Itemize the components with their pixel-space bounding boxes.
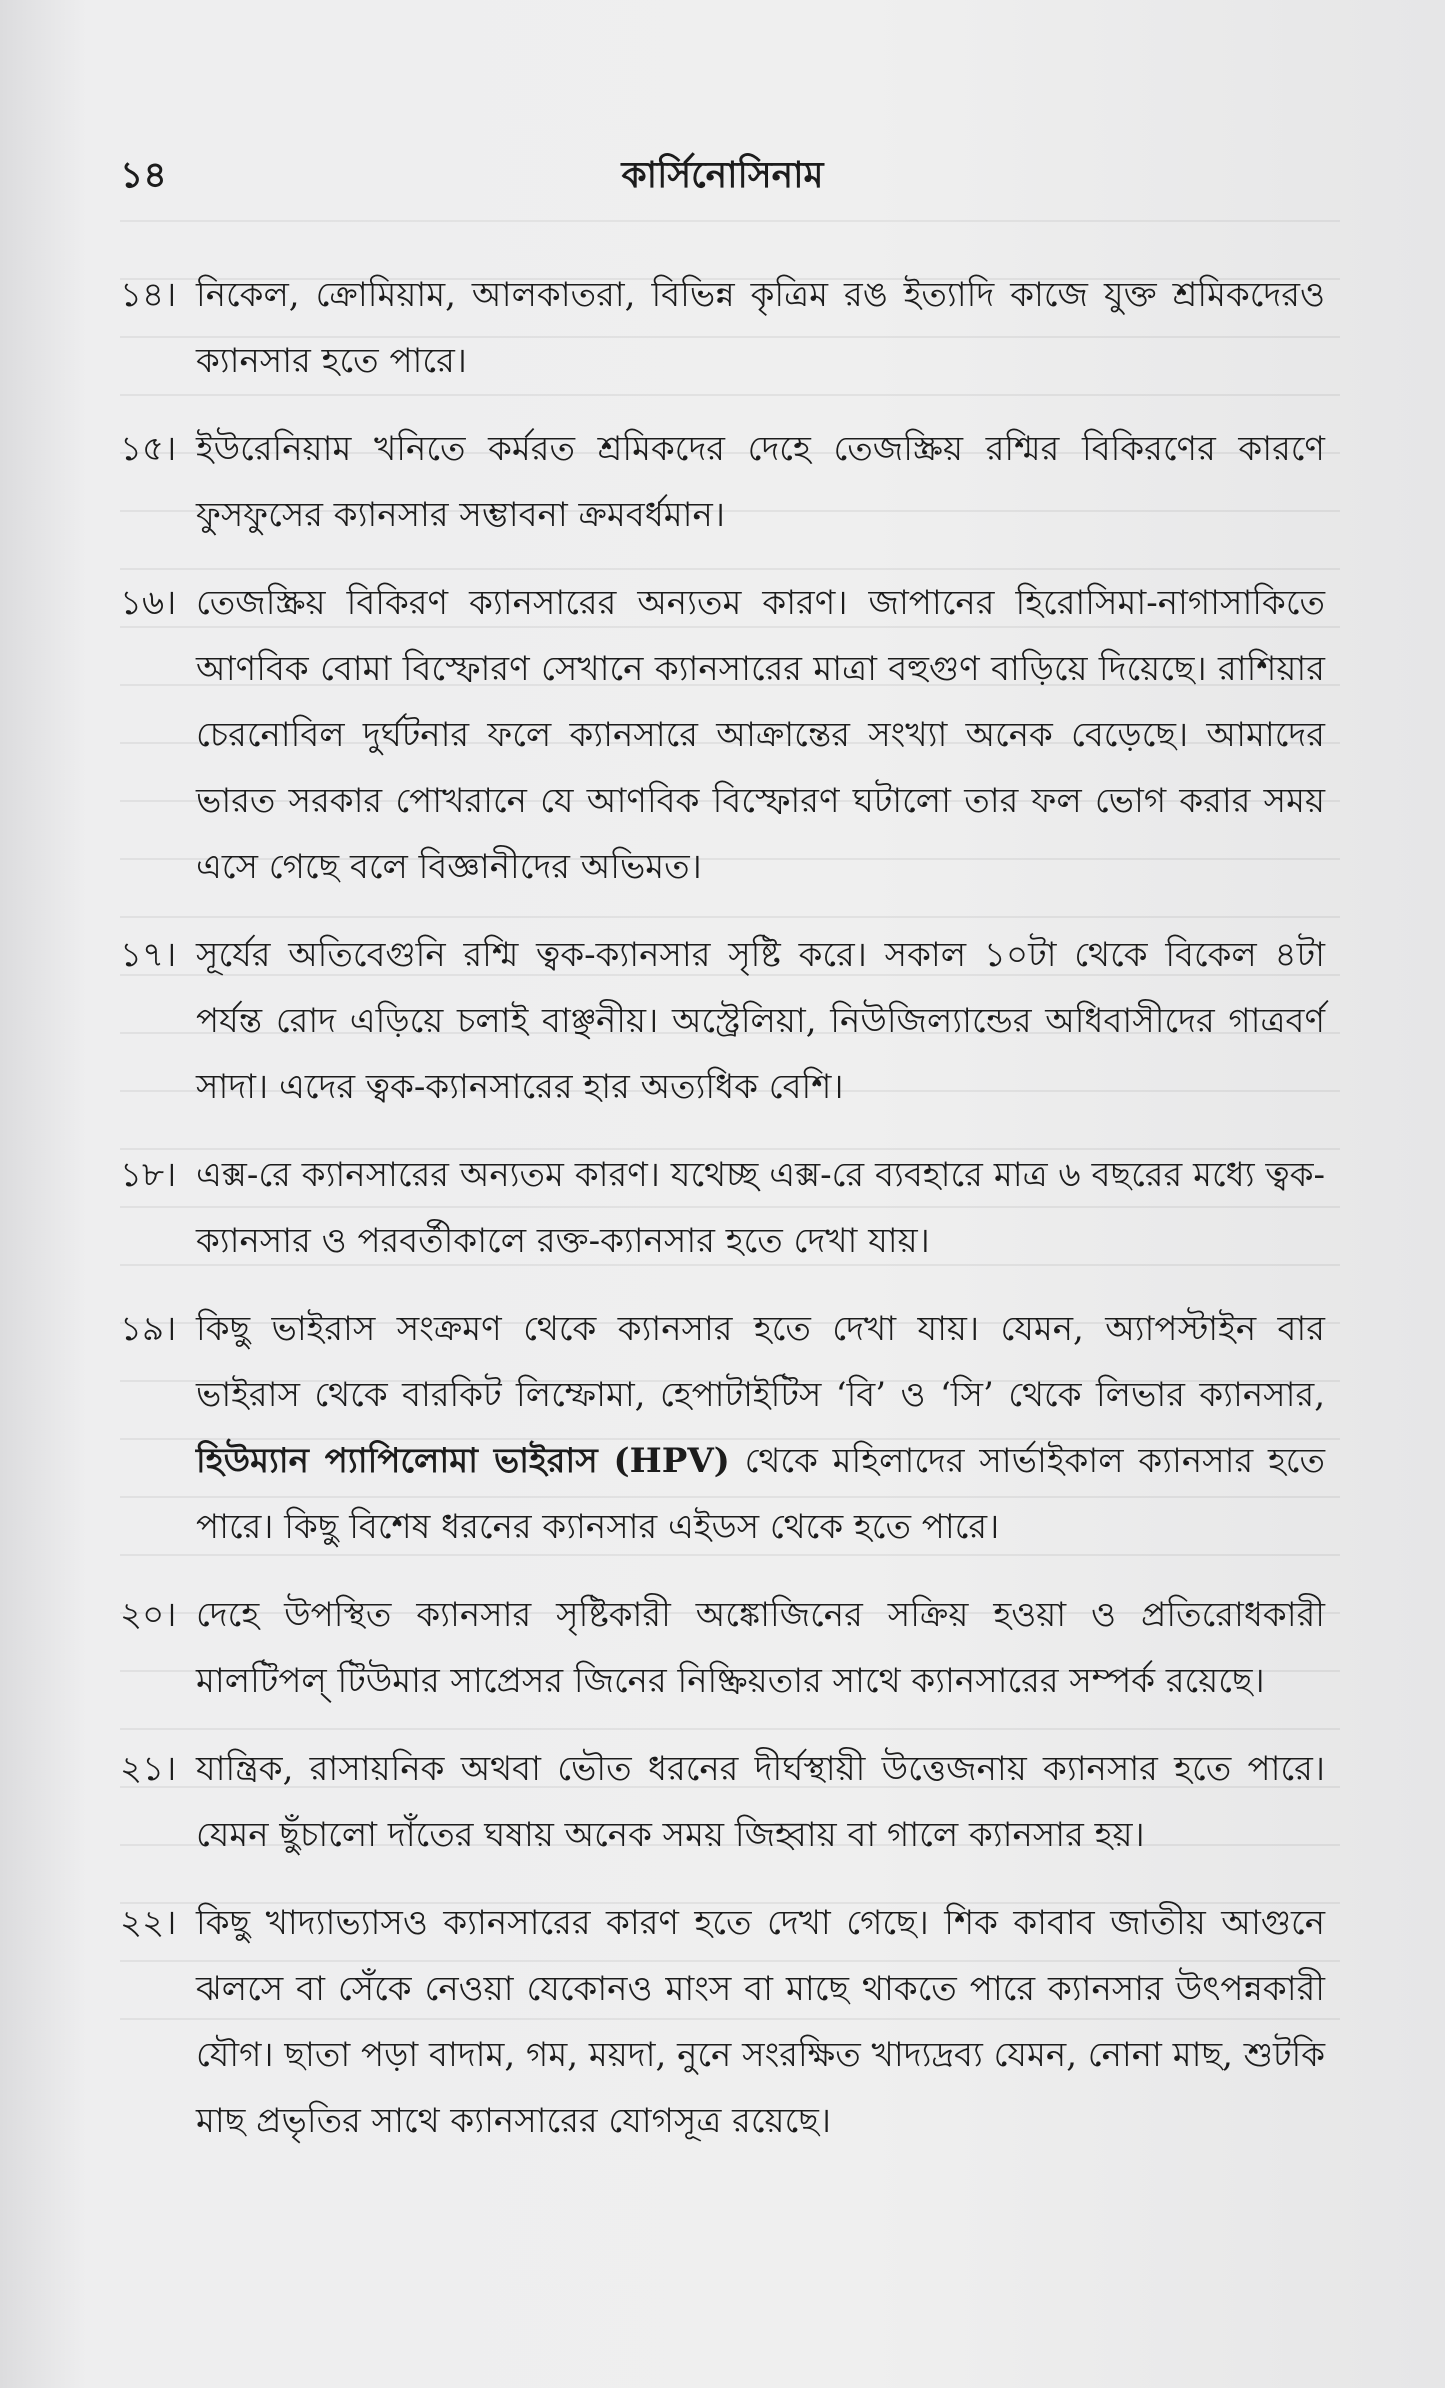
item-number: ১৯।	[120, 1309, 177, 1349]
numbered-list	[120, 262, 1325, 2176]
item-text: দেহে উপস্থিত ক্যানসার সৃষ্টিকারী অঙ্কোজিনের সক্রিয় হওয়া ও প্রতিরোধকারী মালটিপল্ টিউমার সাপ্রেসর জিনের নিষ্ক্রিয়তার সাথে ক্যানসারের সম্পর্ক রয়েছে।	[196, 1595, 1325, 1701]
item-number: ১৬।	[120, 583, 177, 623]
item-text: তেজস্ক্রিয় বিকিরণ ক্যানসারের অন্যতম কারণ। জাপানের হিরোসিমা-নাগাসাকিতে আণবিক বোমা বিস্ফোরণ সেখানে ক্যানসারের মাত্রা বহুগুণ বাড়িয়ে দিয়েছে। রাশিয়ার চেরনোবিল দুর্ঘটনার ফলে ক্যানসারে আক্রান্তের সংখ্যা অনেক বেড়েছে। আমাদের ভারত সরকার পোখরানে যে আণবিক বিস্ফোরণ ঘটালো তার ফল ভোগ করার সময় এসে গেছে বলে বিজ্ঞানীদের অভিমত।	[196, 583, 1325, 887]
list-item	[120, 1736, 1325, 1868]
item-number: ১৫।	[120, 429, 177, 469]
item-text: এক্স-রে ক্যানসারের অন্যতম কারণ। যথেচ্ছ এক্স-রে ব্যবহারে মাত্র ৬ বছরের মধ্যে ত্বক-ক্যানসার ও পরবর্তীকালে রক্ত-ক্যানসার হতে দেখা যায়।	[196, 1155, 1325, 1261]
item-text	[190, 1296, 1325, 1560]
list-item	[120, 1582, 1325, 1714]
list-item	[120, 1142, 1325, 1274]
item-text: কিছু খাদ্যাভ্যাসও ক্যানসারের কারণ হতে দেখা গেছে। শিক কাবাব জাতীয় আগুনে ঝলসে বা সেঁকে নেওয়া যেকোনও মাংস বা মাছে থাকতে পারে ক্যানসার উৎপন্নকারী যৌগ। ছাতা পড়া বাদাম, গম, ময়দা, নুনে সংরক্ষিত খাদ্যদ্রব্য যেমন, নোনা মাছ, শুটকি মাছ প্রভৃতির সাথে ক্যানসারের যোগসূত্র রয়েছে।	[196, 1903, 1325, 2141]
item-number: ১৮।	[120, 1155, 177, 1195]
item-number: ২২।	[120, 1903, 177, 1943]
list-item	[120, 1296, 1325, 1560]
item-text-part: থেকে মহিলাদের সার্ভাইকাল ক্যানসার হতে পারে। কিছু বিশেষ ধরনের ক্যানসার এইডস থেকে হতে পারে।	[196, 1441, 1325, 1547]
list-item	[120, 262, 1325, 394]
item-text-part: কিছু ভাইরাস সংক্রমণ থেকে ক্যানসার হতে দেখা যায়। যেমন, অ্যাপস্টাইন বার ভাইরাস থেকে বারকিট লিম্ফোমা, হেপাটাইটিস ‘বি’ ও ‘সি’ থেকে লিভার ক্যানসার,	[196, 1309, 1325, 1415]
item-number: ২১।	[120, 1749, 177, 1789]
list-item	[120, 1890, 1325, 2154]
running-title: কার্সিনোসিনাম	[621, 154, 824, 196]
item-number: ১৪।	[120, 275, 177, 315]
item-text: সূর্যের অতিবেগুনি রশ্মি ত্বক-ক্যানসার সৃষ্টি করে। সকাল ১০টা থেকে বিকেল ৪টা পর্যন্ত রোদ এড়িয়ে চলাই বাঞ্ছনীয়। অস্ট্রেলিয়া, নিউজিল্যান্ডের অধিবাসীদের গাত্রবর্ণ সাদা। এদের ত্বক-ক্যানসারের হার অত্যধিক বেশি।	[196, 935, 1325, 1107]
list-item	[120, 922, 1325, 1120]
page-number: ১৪	[120, 154, 167, 196]
list-item	[120, 416, 1325, 548]
item-text: নিকেল, ক্রোমিয়াম, আলকাতরা, বিভিন্ন কৃত্রিম রঙ ইত্যাদি কাজে যুক্ত শ্রমিকদেরও ক্যানসার হতে পারে।	[196, 275, 1325, 381]
item-text: যান্ত্রিক, রাসায়নিক অথবা ভৌত ধরনের দীর্ঘস্থায়ী উত্তেজনায় ক্যানসার হতে পারে। যেমন ছুঁচালো দাঁতের ঘষায় অনেক সময় জিহ্বায় বা গালে ক্যানসার হয়।	[196, 1749, 1325, 1855]
item-text-bold: হিউম্যান প্যাপিলোমা ভাইরাস (HPV)	[196, 1441, 730, 1481]
page-header	[0, 148, 1445, 208]
item-text: ইউরেনিয়াম খনিতে কর্মরত শ্রমিকদের দেহে তেজস্ক্রিয় রশ্মির বিকিরণের কারণে ফুসফুসের ক্যানসার সম্ভাবনা ক্রমবর্ধমান।	[196, 429, 1325, 535]
item-number: ২০।	[120, 1595, 177, 1635]
item-number: ১৭।	[120, 935, 177, 975]
list-item	[120, 570, 1325, 900]
